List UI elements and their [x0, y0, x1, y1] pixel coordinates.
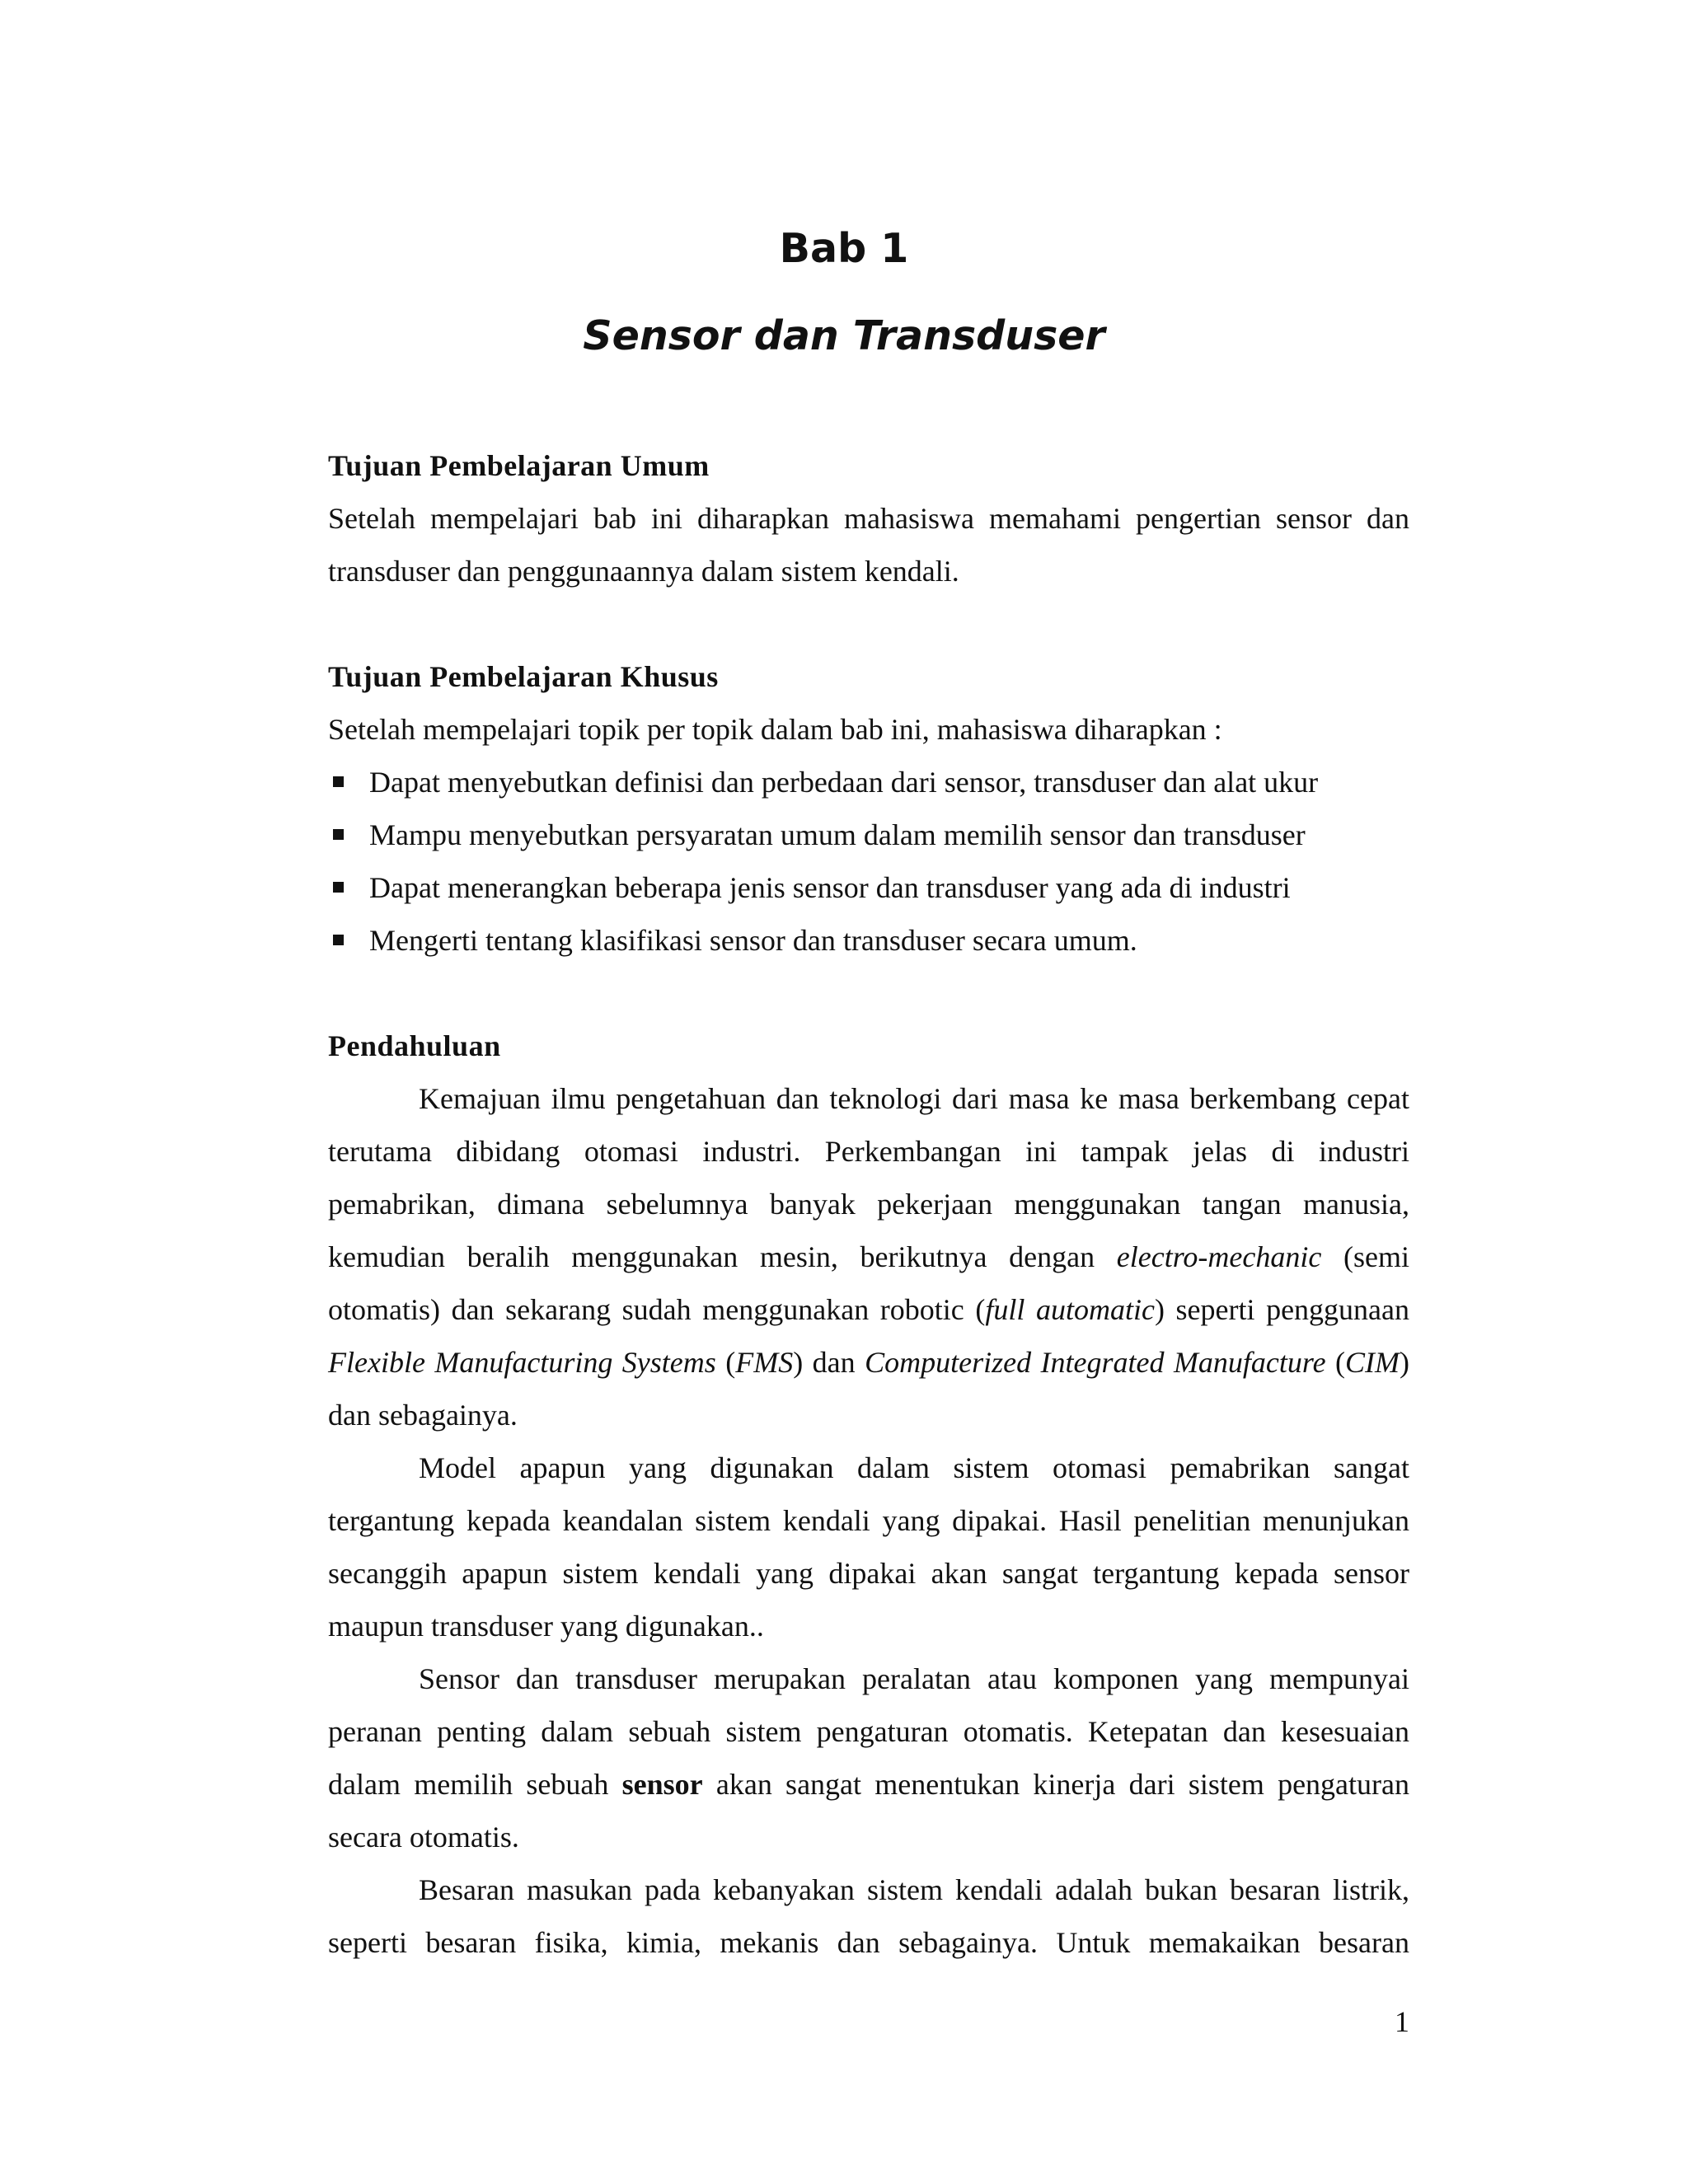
list-item-text: Mengerti tentang klasifikasi sensor dan transduser secara umum.	[369, 924, 1137, 957]
paragraph-tujuan-umum: Setelah mempelajari bab ini diharapkan mahasiswa memahami pengertian sensor dan transduser dan penggunaannya dalam sistem kendali.	[328, 502, 1409, 588]
square-bullet-icon	[333, 776, 344, 787]
square-bullet-icon	[333, 935, 344, 945]
heading-tujuan-umum: Tujuan Pembelajaran Umum	[328, 449, 710, 482]
term-fms: FMS	[735, 1346, 794, 1379]
section-tujuan-umum	[328, 439, 1409, 598]
term-sensor: sensor	[621, 1768, 703, 1801]
heading-tujuan-khusus: Tujuan Pembelajaran Khusus	[328, 660, 719, 693]
paragraph-pendahuluan-1: Kemajuan ilmu pengetahuan dan teknologi dari masa ke masa berkembang cepat terutama dibidang otomasi industri. Perkembangan ini tampak jelas di industri pemabrikan, dimana sebelumnya banyak pekerjaan menggunakan tangan manusia, kemudian beralih menggunakan mesin, berikutnya dengan electro-mechanic (semi otomatis) dan sekarang sudah menggunakan robotic (full automatic) seperti penggunaan Flexible Manufacturing Systems (FMS) dan Computerized Integrated Manufacture (CIM) dan sebagainya.	[328, 1082, 1410, 1432]
paragraph-pendahuluan-4: Besaran masukan pada kebanyakan sistem kendali adalah bukan besaran listrik, seperti besaran fisika, kimia, mekanis dan sebagainya. Untuk memakaikan besaran	[328, 1873, 1409, 1959]
chapter-title: Sensor dan Transduser	[583, 312, 1105, 359]
objectives-list	[328, 756, 1409, 967]
square-bullet-icon	[333, 882, 344, 893]
section-tujuan-khusus	[328, 650, 1409, 967]
term-full-automatic: full automatic	[985, 1293, 1155, 1326]
term-electro-mechanic: electro-mechanic	[1116, 1240, 1322, 1273]
list-item	[328, 861, 1409, 914]
page-content	[328, 439, 1409, 1969]
heading-pendahuluan: Pendahuluan	[328, 1029, 501, 1062]
page-number: 1	[1395, 2005, 1409, 2038]
paragraph-pendahuluan-3: Sensor dan transduser merupakan peralatan atau komponen yang mempunyai peranan penting dalam sebuah sistem pengaturan otomatis. Ketepatan dan kesesuaian dalam memilih sebuah sensor akan sangat menentukan kinerja dari sistem pengaturan secara otomatis.	[328, 1662, 1409, 1854]
list-item	[328, 914, 1409, 967]
list-item-text: Mampu menyebutkan persyaratan umum dalam memilih sensor dan transduser	[369, 818, 1306, 851]
list-item-text: Dapat menerangkan beberapa jenis sensor dan transduser yang ada di industri	[369, 871, 1291, 904]
section-pendahuluan	[328, 1019, 1409, 1969]
list-item-text: Dapat menyebutkan definisi dan perbedaan dari sensor, transduser dan alat ukur	[369, 766, 1319, 799]
list-item	[328, 756, 1409, 808]
square-bullet-icon	[333, 829, 344, 840]
list-item	[328, 808, 1409, 861]
term-cim: CIM	[1345, 1346, 1400, 1379]
paragraph-tujuan-khusus-intro: Setelah mempelajari topik per topik dalam bab ini, mahasiswa diharapkan :	[328, 713, 1222, 746]
paragraph-pendahuluan-2: Model apapun yang digunakan dalam sistem otomasi pemabrikan sangat tergantung kepada keandalan sistem kendali yang dipakai. Hasil penelitian menunjukan secanggih apapun sistem kendali yang dipakai akan sangat tergantung kepada sensor maupun transduser yang digunakan..	[328, 1451, 1409, 1643]
chapter-number: Bab 1	[779, 225, 909, 272]
term-cim-full: Computerized Integrated Manufacture	[865, 1346, 1326, 1379]
term-fms-full: Flexible Manufacturing Systems	[328, 1346, 716, 1379]
